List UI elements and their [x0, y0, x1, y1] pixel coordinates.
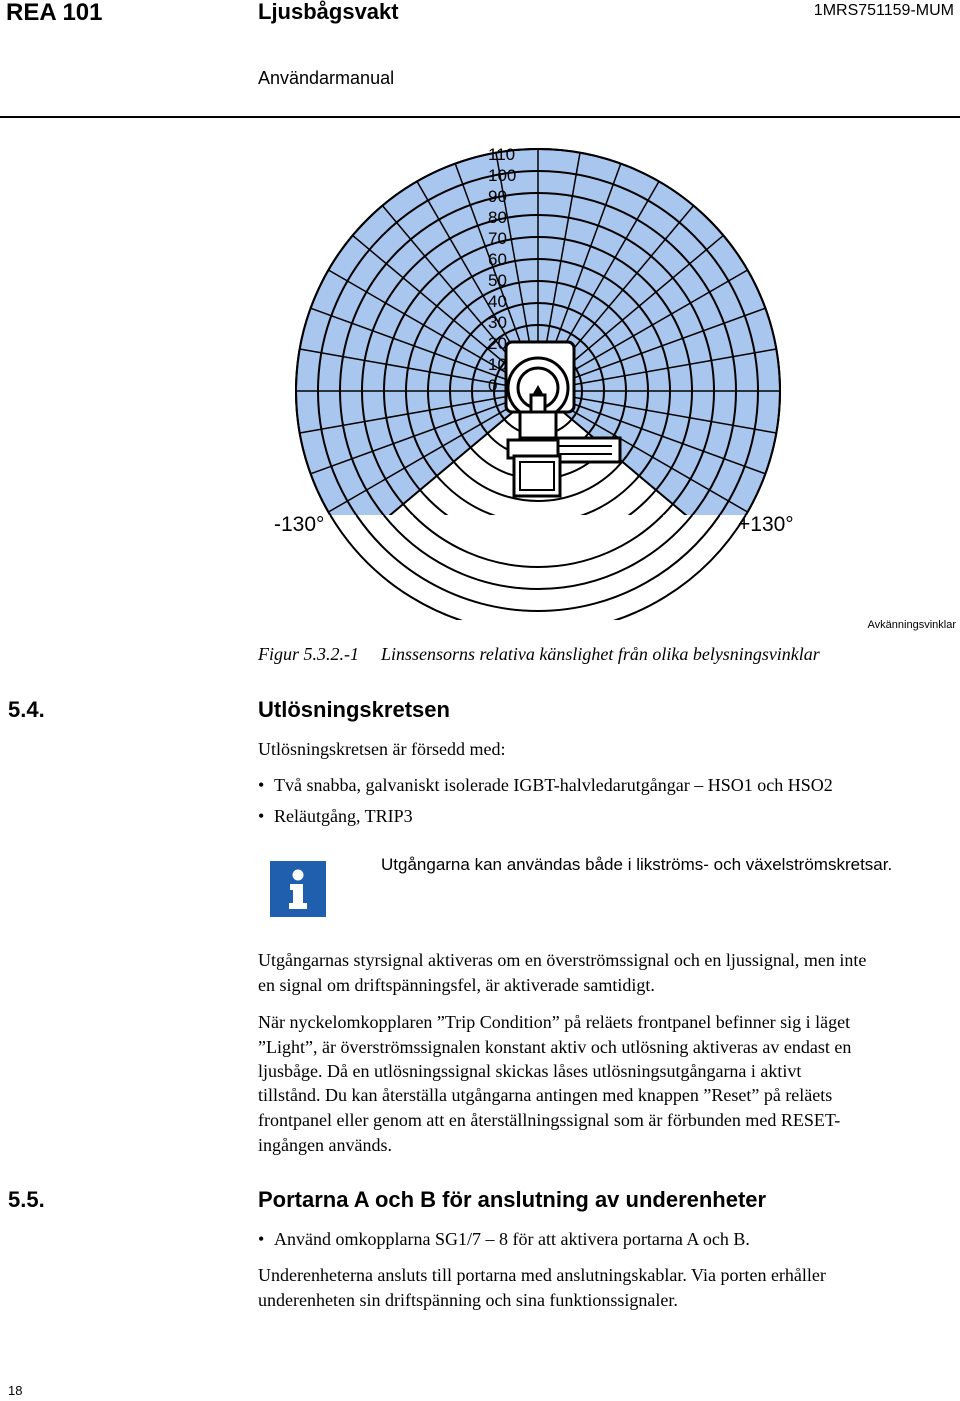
paragraph-line: ljusbåge. Då en utlösningssignal skickas låses utlösningsutgångarna i aktivt [258, 1061, 802, 1081]
figure-caption-number: Figur 5.3.2.-1 [258, 644, 359, 664]
radial-value-label: 50 [488, 271, 507, 290]
document-subtitle: Användarmanual [258, 68, 395, 88]
lower-ring-arc [413, 515, 663, 567]
radial-value-label: 90 [488, 187, 507, 206]
document-id: 1MRS751159-MUM [813, 2, 954, 19]
paragraph-line: tillstånd. Du kan återställa utgångarna antingen med knappen ”Reset” på reläets [258, 1085, 833, 1105]
figure-side-note: Avkänningsvinklar [867, 619, 956, 631]
paragraph-line: ingången används. [258, 1135, 392, 1155]
radial-value-label: 70 [488, 229, 507, 248]
bullet-item: • Använd omkopplarna SG1/7 – 8 för att aktivera portarna A och B. [274, 1227, 750, 1252]
paragraph-line: underenheten sin driftspänning och sina funktionssignaler. [258, 1290, 678, 1310]
radial-value-label: 110 [488, 145, 516, 164]
angle-label-right: +130° [738, 513, 794, 536]
section-number-5-5: 5.5. [8, 1187, 45, 1212]
section-title-5-4: Utlösningskretsen [258, 697, 450, 722]
bullet-item: • Två snabba, galvaniskt isolerade IGBT-halvledarutgångar – HSO1 och HSO2 [274, 773, 833, 798]
figure-caption [258, 644, 820, 665]
radial-value-label: 100 [488, 166, 517, 185]
paragraph-line: Utgångarnas styrsignal aktiveras om en överströmssignal och en ljussignal, men inte [258, 950, 867, 970]
radial-value-label: 20 [488, 334, 507, 353]
paragraph-line: Underenheterna ansluts till portarna med anslutningskablar. Via porten erhåller [258, 1265, 826, 1285]
paragraph-line: ”Light”, är överströmssignalen konstant aktiv och utlösning aktiveras av endast en [258, 1037, 852, 1057]
document-title: Ljusbågsvakt [258, 0, 399, 24]
product-name: REA 101 [6, 0, 103, 26]
bullet-item: • Reläutgång, TRIP3 [274, 804, 413, 829]
header-rule [0, 116, 960, 118]
note-text: Utgångarna kan användas både i likströms- och växelströmskretsar. [381, 855, 893, 874]
radial-value-label: 10 [488, 355, 507, 374]
page-number: 18 [8, 1383, 23, 1398]
paragraph-line: en signal om driftspänningsfel, är aktiverade samtidigt. [258, 975, 655, 995]
section-title-5-5: Portarna A och B för anslutning av underenheter [258, 1187, 767, 1212]
section-intro: Utlösningskretsen är försedd med: [258, 739, 506, 759]
paragraph-line: frontpanel eller genom att en återställningssignal som är förbunden med RESET- [258, 1110, 841, 1130]
radial-value-label: 0 [488, 376, 498, 395]
angle-label-left: -130° [274, 513, 325, 536]
lower-ring-arc [384, 515, 693, 589]
radial-value-label: 40 [488, 292, 507, 311]
section-number-5-4: 5.4. [8, 697, 45, 722]
radial-value-label: 80 [488, 208, 507, 227]
info-icon [270, 861, 326, 917]
radial-value-label: 60 [488, 250, 507, 269]
sensitivity-polar-diagram [250, 140, 820, 620]
paragraph-line: När nyckelomkopplaren ”Trip Condition” på reläets frontpanel befinner sig i läget [258, 1012, 851, 1032]
radial-value-label: 30 [488, 313, 507, 332]
figure-caption-text: Linssensorns relativa känslighet från olika belysningsvinklar [381, 644, 820, 664]
